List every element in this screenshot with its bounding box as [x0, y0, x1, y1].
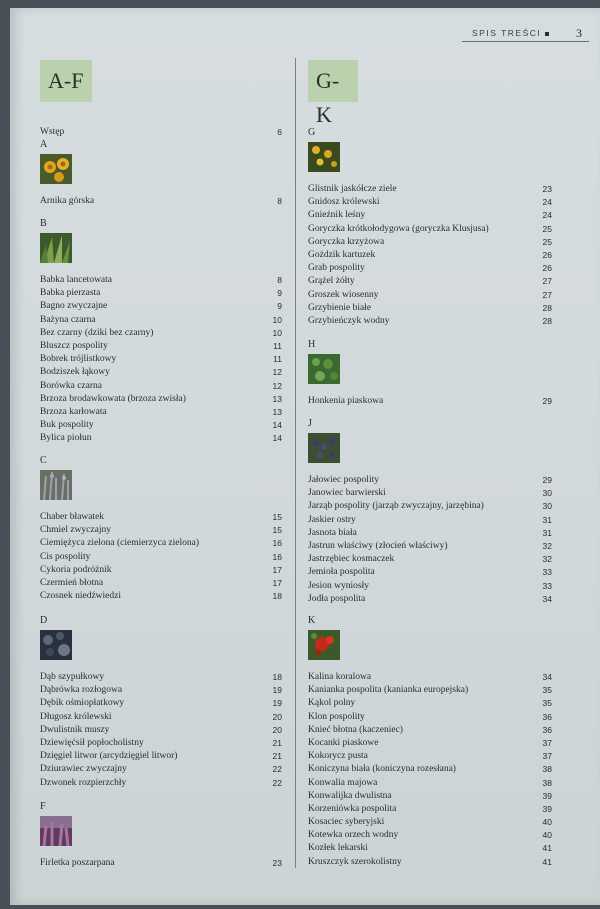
toc-entry[interactable]: Grzybieńczyk wodny 28	[308, 315, 552, 326]
toc-entry[interactable]: Firletka poszarpana 23	[40, 858, 282, 868]
entries-d	[40, 671, 282, 790]
toc-entry[interactable]: Kosaciec syberyjski 40	[308, 817, 552, 828]
toc-entry[interactable]: Czosnek niedźwiedzi 18	[40, 591, 282, 602]
toc-entry[interactable]: Honkenia piaskowa 29	[308, 396, 552, 406]
section-b	[40, 217, 282, 445]
section-f	[40, 800, 282, 870]
section-letter: G	[308, 127, 316, 138]
toc-entry[interactable]: Dzwonek rozpierzchły 22	[40, 777, 282, 788]
entries-b	[40, 274, 282, 445]
section-c	[40, 454, 282, 603]
toc-entry[interactable]: Grążel żółty 27	[308, 276, 552, 287]
toc-entry[interactable]: Grab pospolity 26	[308, 263, 552, 274]
section-h	[308, 338, 552, 408]
toc-entry[interactable]: Jałowiec pospolity 29	[308, 475, 552, 485]
honckenya-photo-icon	[308, 354, 340, 384]
toc-entry[interactable]: Gnieźnik leśny 24	[308, 210, 552, 221]
toc-entry[interactable]: Jodła pospolita 34	[308, 593, 552, 604]
toc-entry[interactable]: Dziurawiec zwyczajny 22	[40, 764, 282, 775]
toc-entry[interactable]: Jaskier ostry 31	[308, 514, 552, 525]
toc-entry[interactable]: Dębik ośmiopłatkowy 19	[40, 698, 282, 709]
entries-f	[40, 857, 282, 870]
celandine-photo-icon	[308, 142, 340, 172]
toc-entry[interactable]: Kanianka pospolita (kanianka europejska) 35	[308, 685, 552, 696]
toc-entry[interactable]: Dwulistnik muszy 20	[40, 724, 282, 735]
section-g	[308, 126, 552, 328]
toc-entry[interactable]: Dziewięćsił popłocholistny 21	[40, 737, 282, 748]
section-j	[308, 417, 552, 606]
toc-entry[interactable]: Konwalijka dwulistna 39	[308, 790, 552, 801]
toc-entry[interactable]: Gnidosz królewski 24	[308, 197, 552, 208]
toc-entry[interactable]: Brzoza brodawkowata (brzoza zwisła) 13	[40, 393, 282, 404]
toc-entry[interactable]: Bez czarny (dziki bez czarny) 10	[40, 327, 282, 338]
arnica-photo-icon	[40, 154, 72, 184]
toc-entry[interactable]: Klon pospolity 36	[308, 711, 552, 722]
toc-entry[interactable]: Jastrzębiec kosmaczek 32	[308, 554, 552, 565]
plantain-photo-icon	[40, 233, 72, 263]
entries-g	[308, 183, 552, 328]
cornflower-photo-icon	[40, 470, 72, 500]
section-letter: C	[40, 455, 47, 466]
book-page	[10, 8, 600, 905]
page-number: 3	[576, 26, 582, 40]
toc-entry[interactable]: Grzybienie białe 28	[308, 302, 552, 313]
toc-entry[interactable]: Janowiec barwierski 30	[308, 488, 552, 499]
toc-entry[interactable]: Goździk kartuzek 26	[308, 249, 552, 260]
section-a	[40, 138, 282, 208]
section-k	[308, 614, 552, 869]
section-letter: B	[40, 218, 47, 229]
toc-entry[interactable]: Bagno zwyczajne 9	[40, 301, 282, 312]
range-badge-left: A-F	[40, 60, 92, 102]
toc-entry[interactable]: Brzoza karłowata 13	[40, 406, 282, 417]
running-header	[472, 28, 549, 38]
toc-entry[interactable]: Kozłek lekarski 41	[308, 843, 552, 854]
toc-entry[interactable]: Jasnota biała 31	[308, 527, 552, 538]
toc-entry[interactable]: Koniczyna biała (koniczyna rozesłana) 38	[308, 764, 552, 775]
column-divider	[295, 58, 296, 868]
toc-entry[interactable]: Kalina koralowa 34	[308, 672, 552, 682]
toc-entry[interactable]: Konwalia majowa 38	[308, 777, 552, 788]
entries-h	[308, 395, 552, 408]
section-letter: D	[40, 615, 48, 626]
toc-entry[interactable]: Cis pospolity 16	[40, 551, 282, 562]
toc-entry[interactable]: Glistnik jaskółcze ziele 23	[308, 184, 552, 194]
toc-entry[interactable]: Borówka czarna 12	[40, 380, 282, 391]
oak-photo-icon	[40, 630, 72, 660]
entries-c	[40, 511, 282, 603]
entries-j	[308, 474, 552, 606]
juniper-photo-icon	[308, 433, 340, 463]
toc-entry[interactable]: Jesion wyniosły 33	[308, 580, 552, 591]
filipendula-photo-icon	[40, 816, 72, 846]
left-column	[40, 60, 282, 868]
toc-entry[interactable]: Kruszczyk szerokolistny 41	[308, 856, 552, 867]
toc-entry[interactable]: Dzięgiel litwor (arcydzięgiel litwor) 21	[40, 751, 282, 762]
right-column	[308, 60, 552, 867]
toc-entry[interactable]: Arnika górska 8	[40, 196, 282, 206]
toc-entry[interactable]: Wstęp 6	[40, 127, 282, 137]
toc-entry[interactable]: Knieć błotna (kaczeniec) 36	[308, 724, 552, 735]
toc-entry[interactable]: Kocanki piaskowe 37	[308, 737, 552, 748]
toc-entry[interactable]: Kotewka orzech wodny 40	[308, 830, 552, 841]
toc-entry[interactable]: Babka lancetowata 8	[40, 275, 282, 285]
section-letter: H	[308, 339, 316, 350]
entries-a	[40, 195, 282, 208]
toc-entry[interactable]: Kokorycz pusta 37	[308, 751, 552, 762]
toc-entry[interactable]: Bodziszek łąkowy 12	[40, 367, 282, 378]
toc-entry[interactable]: Chaber bławatek 15	[40, 512, 282, 522]
section-letter: A	[40, 139, 48, 150]
header-rule	[462, 41, 589, 42]
toc-entry[interactable]: Goryczka krzyżowa 25	[308, 236, 552, 247]
toc-entry[interactable]: Bylica piołun 14	[40, 433, 282, 444]
section-letter: K	[308, 615, 316, 626]
toc-entry[interactable]: Dąbrówka rozłogowa 19	[40, 685, 282, 696]
toc-entry[interactable]: Długosz królewski 20	[40, 711, 282, 722]
toc-entry[interactable]: Bluszcz pospolity 11	[40, 340, 282, 351]
section-letter: J	[308, 418, 312, 429]
toc-entry[interactable]: Jemioła pospolita 33	[308, 567, 552, 578]
toc-entry[interactable]: Chmiel zwyczajny 15	[40, 525, 282, 536]
toc-entry[interactable]: Cykoria podróżnik 17	[40, 564, 282, 575]
toc-entry[interactable]: Babka pierzasta 9	[40, 288, 282, 299]
viburnum-photo-icon	[308, 630, 340, 660]
section-d	[40, 614, 282, 790]
range-badge-right: G-K	[308, 60, 358, 102]
section-letter: F	[40, 801, 46, 812]
entries-k	[308, 671, 552, 869]
toc-entry[interactable]: Goryczka krótkołodygowa (goryczka Klusjusa) 25	[308, 223, 552, 234]
toc-entry[interactable]: Czermień błotna 17	[40, 577, 282, 588]
toc-entry[interactable]: Jastrun właściwy (złocień właściwy) 32	[308, 540, 552, 551]
toc-entry[interactable]: Bobrek trójlistkowy 11	[40, 354, 282, 365]
toc-entry[interactable]: Korzeniówka pospolita 39	[308, 803, 552, 814]
square-bullet-icon	[545, 32, 549, 36]
toc-entry[interactable]: Ciemiężyca zielona (ciemierzyca zielona) 16	[40, 538, 282, 549]
toc-entry[interactable]: Bażyna czarna 10	[40, 314, 282, 325]
toc-entry[interactable]: Dąb szypułkowy 18	[40, 672, 282, 682]
header-title: SPIS TREŚCI	[472, 28, 542, 38]
toc-entry[interactable]: Buk pospolity 14	[40, 420, 282, 431]
toc-entry[interactable]: Kąkol polny 35	[308, 698, 552, 709]
toc-entry[interactable]: Groszek wiosenny 27	[308, 289, 552, 300]
toc-entry[interactable]: Jarząb pospolity (jarząb zwyczajny, jarzębina) 30	[308, 501, 552, 512]
